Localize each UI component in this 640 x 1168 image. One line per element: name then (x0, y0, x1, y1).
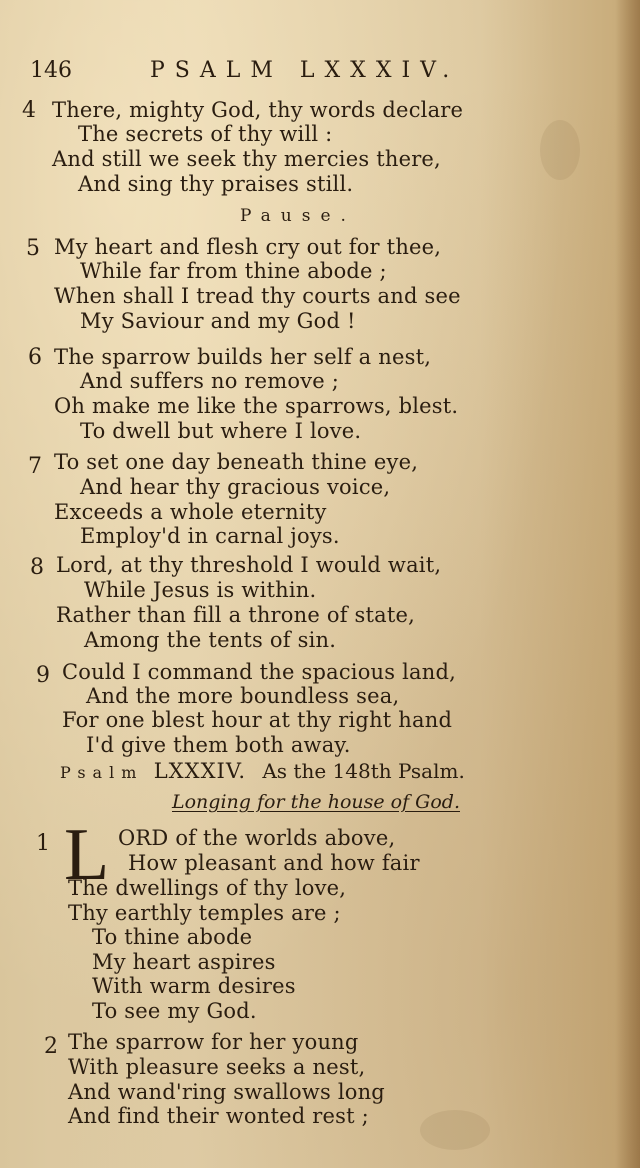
verse-line: Thy earthly temples are ; (68, 901, 341, 925)
stanza-number: 2 (44, 1034, 58, 1059)
verse-line: And still we seek thy mercies there, (52, 147, 441, 171)
verse-line: Oh make me like the sparrows, blest. (54, 394, 459, 418)
stanza-number: 4 (22, 98, 36, 123)
verse-line: While far from thine abode ; (80, 259, 387, 283)
pause-heading: Pause. (240, 206, 356, 226)
paper-stain (420, 1110, 490, 1150)
verse-line: And suffers no remove ; (80, 369, 340, 393)
psalm-tune: As the 148th Psalm. (262, 759, 465, 783)
verse-line: For one blest hour at thy right hand (62, 708, 453, 732)
verse-line: And the more boundless sea, (86, 684, 400, 708)
stanza-number: 5 (26, 236, 40, 261)
verse-line: When shall I tread thy courts and see (54, 284, 461, 308)
verse-line: How pleasant and how fair (128, 851, 420, 875)
page-gutter-shadow (616, 0, 640, 1168)
verse-line: My heart and flesh cry out for thee, (54, 235, 442, 259)
verse-line: To dwell but where I love. (80, 419, 362, 443)
verse-line: With pleasure seeks a nest, (68, 1055, 366, 1079)
page-number: 146 (30, 58, 72, 83)
verse-line: ORD of the worlds above, (118, 826, 396, 850)
verse-line: The secrets of thy will : (78, 122, 333, 146)
running-head (30, 58, 500, 88)
stanza-number: 9 (36, 663, 50, 688)
verse-line: To thine abode (92, 925, 253, 949)
verse-line: While Jesus is within. (84, 578, 317, 602)
verse-line: The sparrow builds her self a nest, (54, 345, 432, 369)
verse-line: The dwellings of thy love, (68, 876, 347, 900)
verse-line: Could I command the spacious land, (62, 660, 457, 684)
verse-line: Lord, at thy threshold I would wait, (56, 553, 442, 577)
stanza-number: 7 (28, 454, 42, 479)
drop-cap: L (64, 814, 110, 896)
verse-line: And hear thy gracious voice, (80, 475, 391, 499)
verse-line: Employ'd in carnal joys. (80, 524, 340, 548)
verse-line: To see my God. (92, 999, 257, 1023)
verse-line: I'd give them both away. (86, 733, 351, 757)
verse-line: There, mighty God, thy words declare (52, 98, 464, 122)
psalm-heading-number: LXXXIV. (153, 759, 246, 783)
psalm-heading-title: Psalm (60, 763, 144, 782)
psalm-subtitle: Longing for the house of God. (172, 791, 460, 813)
stanza-number: 1 (36, 831, 50, 856)
verse-line: Among the tents of sin. (84, 628, 337, 652)
paper-stain (540, 120, 580, 180)
verse-line: My heart aspires (92, 950, 276, 974)
verse-line: Exceeds a whole eternity (54, 500, 327, 524)
verse-line: And sing thy praises still. (78, 172, 354, 196)
verse-line: Rather than fill a throne of state, (56, 603, 416, 627)
verse-line: And wand'ring swallows long (68, 1080, 385, 1104)
verse-line: The sparrow for her young (68, 1030, 359, 1054)
verse-line: With warm desires (92, 974, 296, 998)
verse-line: And find their wonted rest ; (68, 1104, 369, 1128)
stanza-number: 6 (28, 345, 42, 370)
psalm-heading (60, 759, 465, 783)
verse-line: To set one day beneath thine eye, (54, 450, 419, 474)
stanza-number: 8 (30, 555, 44, 580)
verse-line: My Saviour and my God ! (80, 309, 356, 333)
running-title: PSALM LXXXIV. (150, 58, 460, 83)
